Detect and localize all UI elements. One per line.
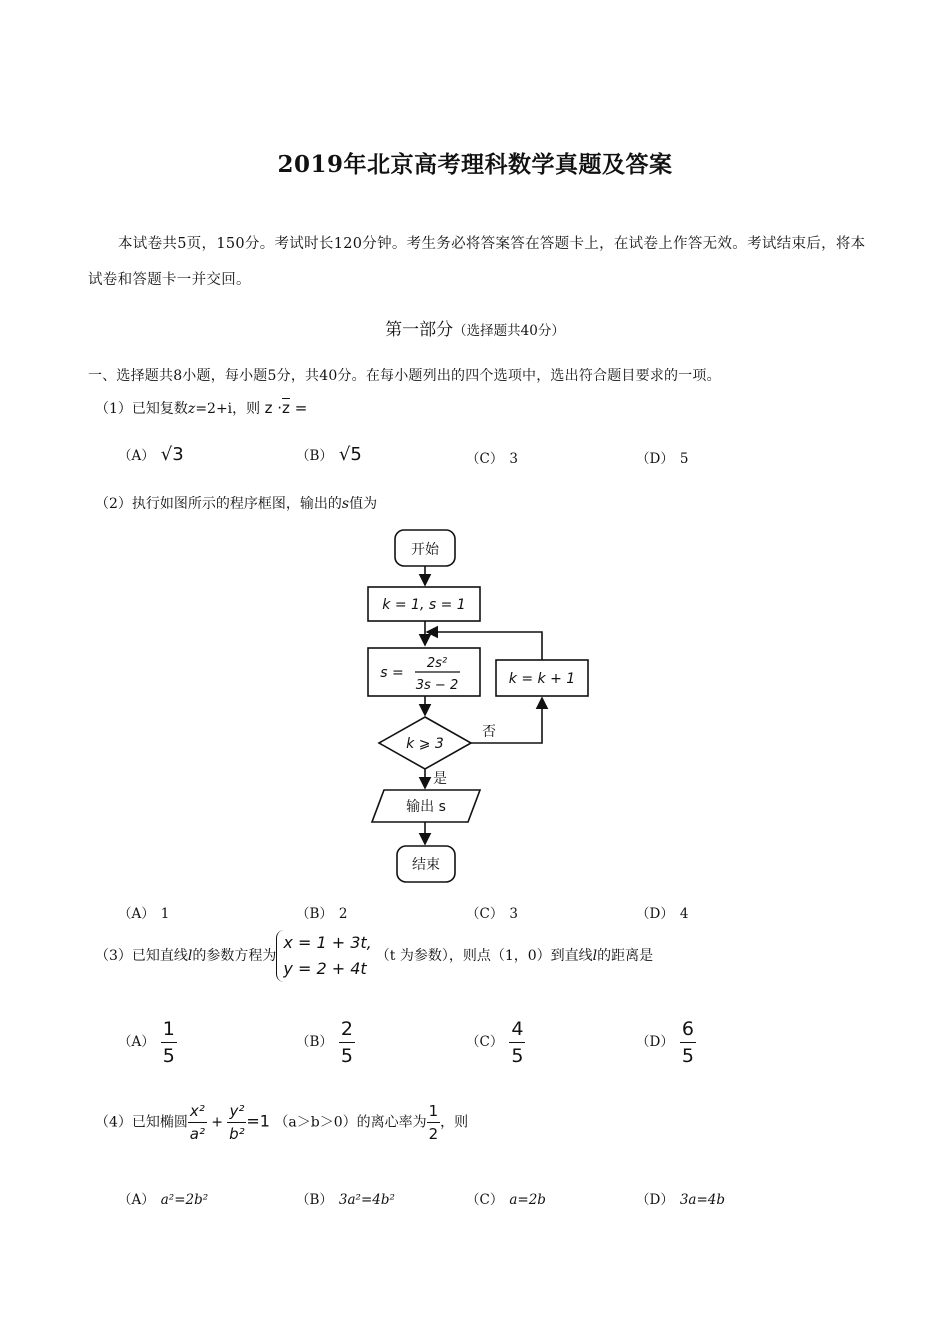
q1-expr-bar: $\overline{z}$ bbox=[282, 399, 290, 417]
q2-option-label: （C） bbox=[466, 906, 504, 922]
page-title: 2019年北京高考理科数学真题及答案 bbox=[277, 151, 673, 178]
q3-stem-param: （t 为参数），则点（1，0）到直线 bbox=[375, 948, 593, 964]
fraction-denominator: 5 bbox=[511, 1045, 524, 1067]
q1-expr-a: z · bbox=[264, 399, 283, 417]
q1-stem bbox=[95, 398, 307, 418]
q2-option-a[interactable] bbox=[118, 902, 169, 922]
part1-subtitle: （选择题共40分） bbox=[453, 323, 565, 339]
q3-option-a[interactable] bbox=[118, 1018, 177, 1067]
q2-stem-suffix: 值为 bbox=[349, 496, 378, 512]
q3-var: l bbox=[187, 948, 193, 964]
part1-title: 第一部分 bbox=[385, 320, 454, 340]
q2-var: s bbox=[341, 496, 350, 512]
q3-var2: l bbox=[592, 948, 598, 964]
q3-option-d[interactable] bbox=[636, 1018, 696, 1067]
q3-option-label: （D） bbox=[636, 1034, 674, 1050]
flow-init-label: k = 1, s = 1 bbox=[382, 597, 466, 613]
flow-no-label: 否 bbox=[482, 724, 496, 740]
fraction-numerator: 2 bbox=[339, 1018, 355, 1043]
flow-condition-label: k ⩾ 3 bbox=[406, 736, 444, 752]
q4-option-label: （D） bbox=[636, 1192, 674, 1208]
flow-end-label: 结束 bbox=[412, 857, 440, 873]
fraction-numerator: 4 bbox=[509, 1018, 525, 1043]
q3-option-fraction bbox=[161, 1018, 177, 1067]
fraction-numerator: 1 bbox=[427, 1102, 441, 1123]
q4-option-a[interactable] bbox=[118, 1188, 208, 1208]
q3-eq1: x = 1 + 3t, bbox=[283, 933, 372, 952]
fraction-numerator: x² bbox=[188, 1102, 207, 1123]
q1-option-b[interactable] bbox=[296, 444, 362, 465]
q4-eq: =1 bbox=[246, 1111, 270, 1131]
fraction-denominator: a² bbox=[189, 1125, 205, 1143]
fraction-denominator: 5 bbox=[340, 1045, 354, 1067]
q1-option-value: 5 bbox=[679, 451, 689, 467]
flow-update-label: k = k + 1 bbox=[508, 671, 576, 687]
q1-option-c[interactable] bbox=[466, 447, 518, 467]
q3-option-fraction bbox=[339, 1018, 355, 1067]
q3-stem bbox=[95, 930, 653, 982]
q2-option-value: 1 bbox=[160, 906, 170, 922]
q2-option-label: （D） bbox=[636, 906, 674, 922]
q1-option-value: √3 bbox=[160, 444, 184, 465]
q4-option-label: （B） bbox=[296, 1192, 333, 1208]
q4-option-value: a=2b bbox=[509, 1192, 546, 1208]
q2-option-value: 2 bbox=[338, 906, 348, 922]
q4-option-label: （A） bbox=[118, 1192, 155, 1208]
q4-option-d[interactable] bbox=[636, 1188, 725, 1208]
q4-plus: + bbox=[211, 1114, 223, 1131]
q4-option-label: （C） bbox=[466, 1192, 504, 1208]
q4-fraction-x bbox=[188, 1102, 207, 1143]
q1-option-label: （D） bbox=[636, 451, 674, 467]
q4-stem bbox=[95, 1102, 468, 1143]
flow-assign-denominator: 3s − 2 bbox=[415, 678, 459, 693]
fraction-denominator: 5 bbox=[681, 1045, 694, 1067]
fraction-numerator: 1 bbox=[161, 1018, 177, 1043]
flow-start-label: 开始 bbox=[411, 542, 439, 558]
q2-option-d[interactable] bbox=[636, 902, 688, 922]
fraction-numerator: y² bbox=[227, 1102, 246, 1123]
q2-stem bbox=[95, 493, 377, 513]
fraction-denominator: b² bbox=[229, 1125, 245, 1143]
q4-stem-suffix: ，则 bbox=[440, 1114, 469, 1131]
q4-option-value: 3a=4b bbox=[679, 1192, 726, 1208]
q4-option-b[interactable] bbox=[296, 1188, 395, 1208]
part1-heading bbox=[0, 315, 950, 340]
q4-option-value: a²=2b² bbox=[160, 1192, 209, 1208]
fraction-denominator: 2 bbox=[428, 1125, 439, 1143]
q3-stem-prefix: （3）已知直线 bbox=[95, 948, 188, 964]
q1-option-value: 3 bbox=[509, 451, 518, 467]
q3-option-fraction bbox=[680, 1018, 696, 1067]
q1-expr-eq: = bbox=[289, 399, 308, 417]
q2-option-b[interactable] bbox=[296, 902, 348, 922]
section1-instructions: 一、选择题共8小题，每小题5分，共40分。在每小题列出的四个选项中，选出符合题目要求的一项。 bbox=[88, 368, 721, 384]
q2-option-label: （A） bbox=[118, 906, 155, 922]
flow-yes-label: 是 bbox=[433, 771, 447, 787]
q2-option-c[interactable] bbox=[466, 902, 518, 922]
q3-stem-suffix: 的距离是 bbox=[597, 948, 654, 964]
flow-output-label: 输出 s bbox=[406, 799, 446, 815]
q3-option-fraction bbox=[509, 1018, 525, 1067]
q2-option-value: 4 bbox=[679, 906, 689, 922]
q2-option-value: 3 bbox=[509, 906, 518, 922]
fraction-denominator: 5 bbox=[162, 1045, 175, 1067]
q1-option-a[interactable] bbox=[118, 444, 184, 465]
flow-assign-lhs: s = bbox=[380, 665, 404, 681]
q1-option-label: （A） bbox=[118, 448, 155, 464]
q4-option-value: 3a²=4b² bbox=[338, 1192, 395, 1208]
q3-option-c[interactable] bbox=[466, 1018, 525, 1067]
q1-option-value: √5 bbox=[338, 444, 362, 465]
q3-option-label: （B） bbox=[296, 1034, 333, 1050]
q3-option-label: （A） bbox=[118, 1034, 155, 1050]
q1-option-label: （B） bbox=[296, 448, 333, 464]
flow-assign-numerator: 2s² bbox=[426, 656, 448, 671]
q4-eccentricity bbox=[427, 1102, 441, 1143]
q3-option-label: （C） bbox=[466, 1034, 504, 1050]
q1-option-label: （C） bbox=[466, 451, 504, 467]
q1-stem-prefix: （1）已知复数 bbox=[95, 401, 188, 417]
q3-option-b[interactable] bbox=[296, 1018, 355, 1067]
q3-parametric-system bbox=[276, 930, 371, 982]
q4-fraction-y bbox=[227, 1102, 246, 1143]
q2-option-label: （B） bbox=[296, 906, 333, 922]
intro-paragraph: 本试卷共5页，150分。考试时长120分钟。考生务必将答案答在答题卡上，在试卷上作答无效。考试结束后，将本试卷和答题卡一并交回。 bbox=[88, 236, 866, 288]
q1-var: z bbox=[187, 401, 196, 417]
flowchart bbox=[340, 520, 640, 890]
q4-condition: （a＞b＞0）的离心率为 bbox=[274, 1114, 427, 1131]
fraction-numerator: 6 bbox=[680, 1018, 696, 1043]
q3-eq2: y = 2 + 4t bbox=[283, 959, 367, 978]
q4-option-c[interactable] bbox=[466, 1188, 546, 1208]
q4-stem-prefix: （4）已知椭圆 bbox=[95, 1114, 188, 1131]
q1-stem-eq: =2+i，则 bbox=[195, 401, 261, 417]
q3-stem-mid: 的参数方程为 bbox=[192, 948, 277, 964]
q1-option-d[interactable] bbox=[636, 447, 688, 467]
q2-stem-prefix: （2）执行如图所示的程序框图，输出的 bbox=[95, 496, 342, 512]
